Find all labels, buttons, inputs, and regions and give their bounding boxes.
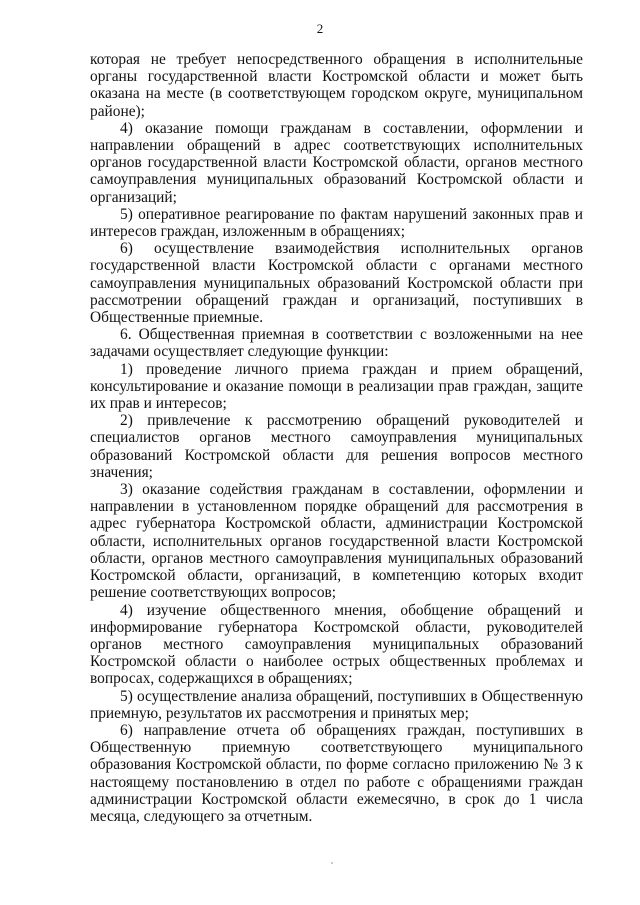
- paragraph-function-1: 1) проведение личного приема граждан и прием обращений, консультирование и оказание помощи в реализации прав граждан, защите их прав и интересов;: [90, 360, 583, 413]
- paragraph-continuation: которая не требует непосредственного обращения в исполнительные органы государственной власти Костромской области и может быть оказана на месте (в соответствующем городском округе, муниципальном районе);: [90, 51, 583, 120]
- paragraph-function-4: 4) изучение общественного мнения, обобщение обращений и информирование губернатора Костромской области, руководителей органов местного самоуправления муниципальных образований Костромской области о наиболее острых общественных проблемах и вопросах, содержащихся в обращениях;: [90, 601, 583, 688]
- scan-speck: [331, 862, 333, 864]
- paragraph-function-6: 6) направление отчета об обращениях граждан, поступивших в Общественную приемную соответствующего муниципального образования Костромской области, по форме согласно приложению № 3 к настоящему постановлению в отдел по работе с обращениями граждан администрации Костромской области ежемесячно, в срок до 1 числа месяца, следующего за отчетным.: [90, 721, 583, 825]
- paragraph-function-5: 5) осуществление анализа обращений, поступивших в Общественную приемную, результатов их рассмотрения и принятых мер;: [90, 687, 583, 722]
- paragraph-item-4-assistance: 4) оказание помощи гражданам в составлении, оформлении и направлении обращений в адрес соответствующих исполнительных органов государственной власти Костромской области, органов местного самоуправления муниципальных образований Костромской области и организаций;: [90, 119, 583, 206]
- page-number: 2: [316, 21, 324, 36]
- paragraph-section-6-functions: 6. Общественная приемная в соответствии с возложенными на нее задачами осуществляет следующие функции:: [90, 326, 583, 361]
- paragraph-function-3: 3) оказание содействия гражданам в составлении, оформлении и направлении в установленном порядке обращений для рассмотрения в адрес губернатора Костромской области, администрации Костромской области, исполнительных органов государственной власти Костромской области, органов местного самоуправления муниципальных образований Костромской области, организаций, в компетенцию которых входит решение соответствующих вопросов;: [90, 481, 583, 602]
- paragraph-item-5-response: 5) оперативное реагирование по фактам нарушений законных прав и интересов граждан, изложенным в обращениях;: [90, 205, 583, 241]
- paragraph-function-2: 2) привлечение к рассмотрению обращений руководителей и специалистов органов местного самоуправления муниципальных образований Костромской области для решения вопросов местного значения;: [90, 412, 583, 481]
- paragraph-item-6-interaction: 6) осуществление взаимодействия исполнительных органов государственной власти Костромской области с органами местного самоуправления муниципальных образований Костромской области при рассмотрении обращений граждан и организаций, поступивших в Общественные приемные.: [90, 240, 583, 327]
- document-body: [90, 51, 583, 825]
